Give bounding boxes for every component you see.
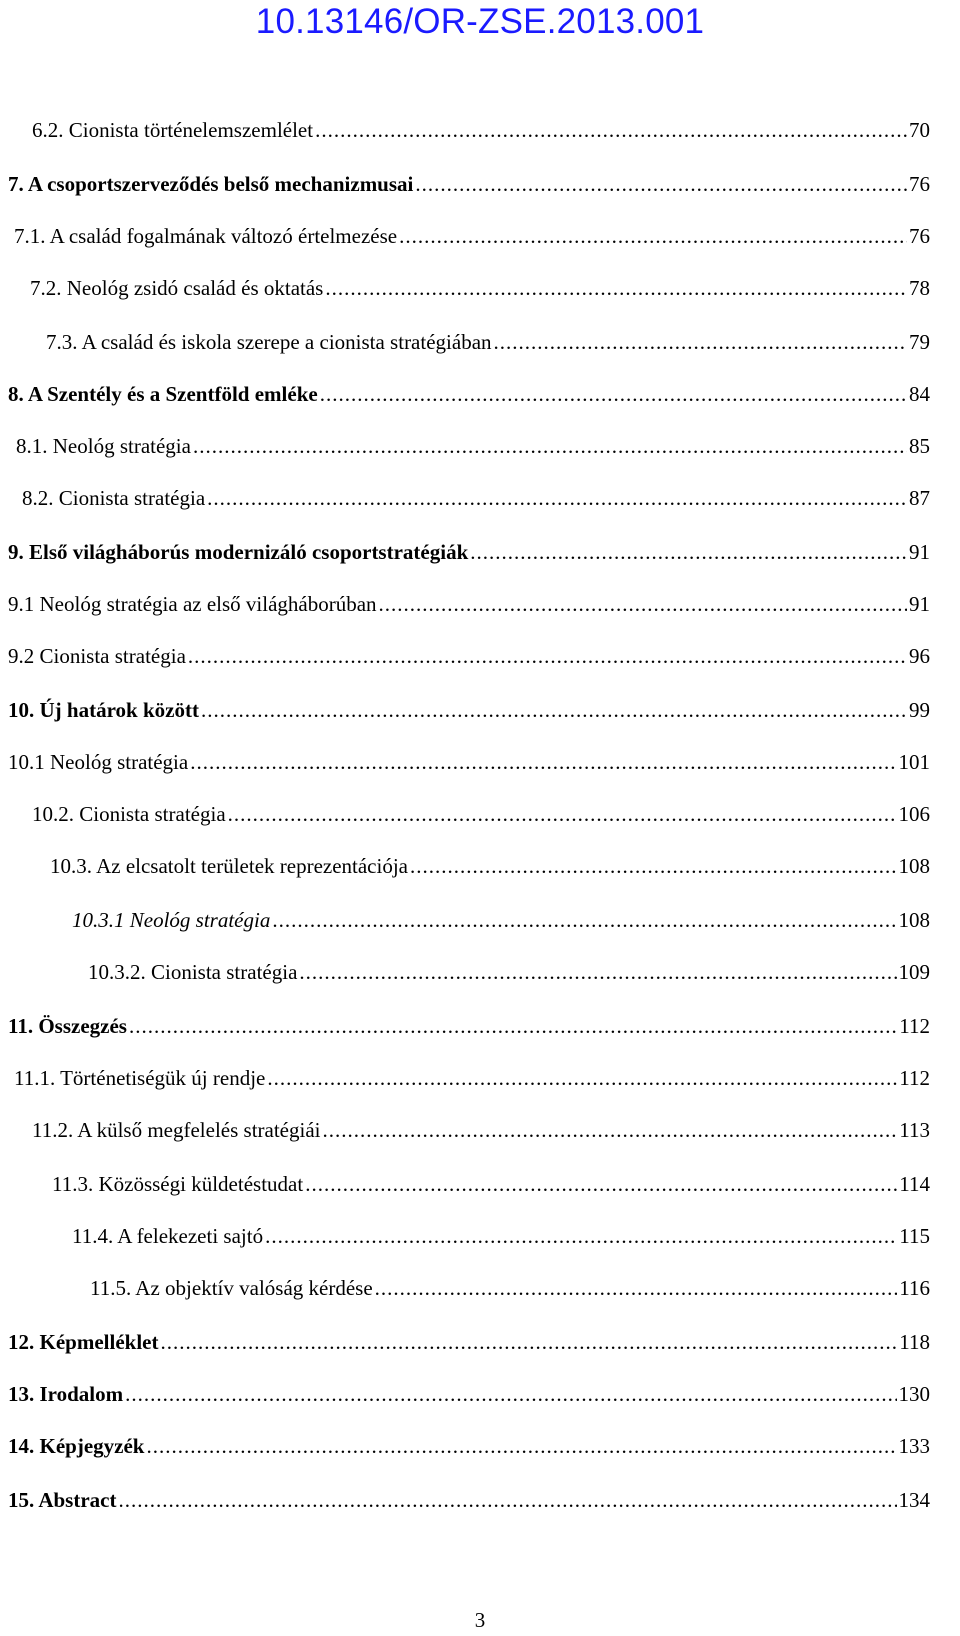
toc-entry-title: 10.3.2. Cionista stratégia xyxy=(88,960,298,984)
toc-entry-page: 91 xyxy=(909,592,930,616)
toc-entry-page: 91 xyxy=(909,540,930,564)
toc-entry[interactable] xyxy=(0,956,960,988)
toc-entry[interactable] xyxy=(0,1114,960,1146)
dot-leader xyxy=(125,1378,896,1410)
toc-entry-page: 134 xyxy=(898,1488,930,1512)
toc-entry-title: 7.2. Neológ zsidó család és oktatás xyxy=(30,276,324,300)
toc-entry[interactable] xyxy=(0,1378,960,1410)
toc-entry[interactable] xyxy=(0,850,960,882)
toc-entry[interactable] xyxy=(0,1326,960,1358)
toc-entry-title: 11.2. A külső megfelelés stratégiái xyxy=(32,1118,321,1142)
toc-entry[interactable] xyxy=(0,430,960,462)
toc-entry-page: 78 xyxy=(909,276,930,300)
toc-entry-page: 87 xyxy=(909,486,930,510)
dot-leader xyxy=(267,1062,897,1094)
toc-entry-title: 11.3. Közösségi küldetéstudat xyxy=(52,1172,304,1196)
dot-leader xyxy=(299,956,896,988)
dot-leader xyxy=(323,1114,898,1146)
toc-entry-page: 115 xyxy=(899,1224,930,1248)
toc-entry[interactable] xyxy=(0,220,960,252)
toc-entry-page: 109 xyxy=(898,960,930,984)
dot-leader xyxy=(188,640,907,672)
toc-entry-title: 9.2 Cionista stratégia xyxy=(8,644,186,668)
dot-leader xyxy=(415,168,907,200)
toc-entry[interactable] xyxy=(0,114,960,146)
dot-leader xyxy=(193,430,907,462)
toc-entry[interactable] xyxy=(0,1010,960,1042)
toc-entry-title: 14. Képjegyzék xyxy=(8,1434,145,1458)
toc-entry[interactable] xyxy=(0,1168,960,1200)
doi-header: 10.13146/OR-ZSE.2013.001 xyxy=(255,2,705,41)
dot-leader xyxy=(470,536,907,568)
toc-entry[interactable] xyxy=(0,798,960,830)
toc-entry-page: 118 xyxy=(899,1330,930,1354)
toc-entry-page: 101 xyxy=(898,750,930,774)
toc-entry-page: 85 xyxy=(909,434,930,458)
toc-entry-title: 11.5. Az objektív valóság kérdése xyxy=(90,1276,373,1300)
toc-entry-page: 112 xyxy=(899,1014,930,1038)
toc-entry-title: 10. Új határok között xyxy=(8,698,199,722)
page-number: 3 xyxy=(474,1608,486,1632)
toc-entry-title: 12. Képmelléklet xyxy=(8,1330,159,1354)
toc-entry-page: 108 xyxy=(898,908,930,932)
toc-entry-title: 8.2. Cionista stratégia xyxy=(22,486,206,510)
toc-entry-title: 10.2. Cionista stratégia xyxy=(32,802,226,826)
toc-entry[interactable] xyxy=(0,326,960,358)
toc-entry[interactable] xyxy=(0,640,960,672)
dot-leader xyxy=(201,694,907,726)
toc-entry-page: 76 xyxy=(909,224,930,248)
toc-entry-title: 9.1 Neológ stratégia az első világháborúban xyxy=(8,592,377,616)
dot-leader xyxy=(119,1484,897,1516)
dot-leader xyxy=(207,482,907,514)
toc-entry-page: 79 xyxy=(909,330,930,354)
toc-entry-page: 76 xyxy=(909,172,930,196)
toc-entry-page: 133 xyxy=(898,1434,930,1458)
toc-entry[interactable] xyxy=(0,1220,960,1252)
toc-entry[interactable] xyxy=(0,272,960,304)
dot-leader xyxy=(228,798,897,830)
toc-entry-page: 106 xyxy=(898,802,930,826)
toc-entry[interactable] xyxy=(0,482,960,514)
toc-entry[interactable] xyxy=(0,536,960,568)
toc-entry-title: 10.1 Neológ stratégia xyxy=(8,750,189,774)
dot-leader xyxy=(410,850,897,882)
dot-leader xyxy=(160,1326,897,1358)
toc-entry-title: 13. Irodalom xyxy=(8,1382,124,1406)
dot-leader xyxy=(272,904,896,936)
toc-entry-title: 8.1. Neológ stratégia xyxy=(16,434,191,458)
toc-entry-title: 7.1. A család fogalmának változó értelmezése xyxy=(14,224,398,248)
dot-leader xyxy=(146,1430,896,1462)
dot-leader xyxy=(190,746,896,778)
toc-entry-page: 99 xyxy=(909,698,930,722)
dot-leader xyxy=(494,326,907,358)
toc-entry-title: 6.2. Cionista történelemszemlélet xyxy=(32,118,314,142)
dot-leader xyxy=(320,378,907,410)
dot-leader xyxy=(375,1272,898,1304)
toc-entry-title: 11.1. Történetiségük új rendje xyxy=(14,1066,266,1090)
dot-leader xyxy=(379,588,907,620)
toc-entry-title: 8. A Szentély és a Szentföld emléke xyxy=(8,382,318,406)
toc-entry[interactable] xyxy=(0,694,960,726)
toc-entry-page: 113 xyxy=(899,1118,930,1142)
toc-entry-page: 114 xyxy=(899,1172,930,1196)
toc-entry[interactable] xyxy=(0,1062,960,1094)
toc-entry-page: 108 xyxy=(898,854,930,878)
toc-entry-title: 10.3.1 Neológ stratégia xyxy=(72,908,271,932)
dot-leader xyxy=(305,1168,897,1200)
toc-entry[interactable] xyxy=(0,1272,960,1304)
toc-entry-page: 130 xyxy=(898,1382,930,1406)
toc-entry[interactable] xyxy=(0,904,960,936)
toc-entry[interactable] xyxy=(0,378,960,410)
toc-entry-page: 112 xyxy=(899,1066,930,1090)
dot-leader xyxy=(265,1220,897,1252)
toc-entry-page: 84 xyxy=(909,382,930,406)
toc-entry-title: 9. Első világháborús modernizáló csoportstratégiák xyxy=(8,540,469,564)
dot-leader xyxy=(129,1010,897,1042)
toc-entry-title: 10.3. Az elcsatolt területek reprezentációja xyxy=(50,854,408,878)
toc-entry-page: 70 xyxy=(909,118,930,142)
dot-leader xyxy=(325,272,907,304)
toc-entry-title: 15. Abstract xyxy=(8,1488,117,1512)
toc-entry[interactable] xyxy=(0,1484,960,1516)
toc-entry-title: 11. Összegzés xyxy=(8,1014,127,1038)
toc-entry-page: 116 xyxy=(899,1276,930,1300)
toc-entry[interactable] xyxy=(0,168,960,200)
dot-leader xyxy=(399,220,907,252)
toc-entry-page: 96 xyxy=(909,644,930,668)
toc-entry-title: 7. A csoportszerveződés belső mechanizmusai xyxy=(8,172,414,196)
toc-entry[interactable] xyxy=(0,588,960,620)
toc-entry[interactable] xyxy=(0,1430,960,1462)
toc-entry-title: 7.3. A család és iskola szerepe a cionista stratégiában xyxy=(46,330,492,354)
dot-leader xyxy=(315,114,907,146)
toc-entry-title: 11.4. A felekezeti sajtó xyxy=(72,1224,264,1248)
toc-entry[interactable] xyxy=(0,746,960,778)
